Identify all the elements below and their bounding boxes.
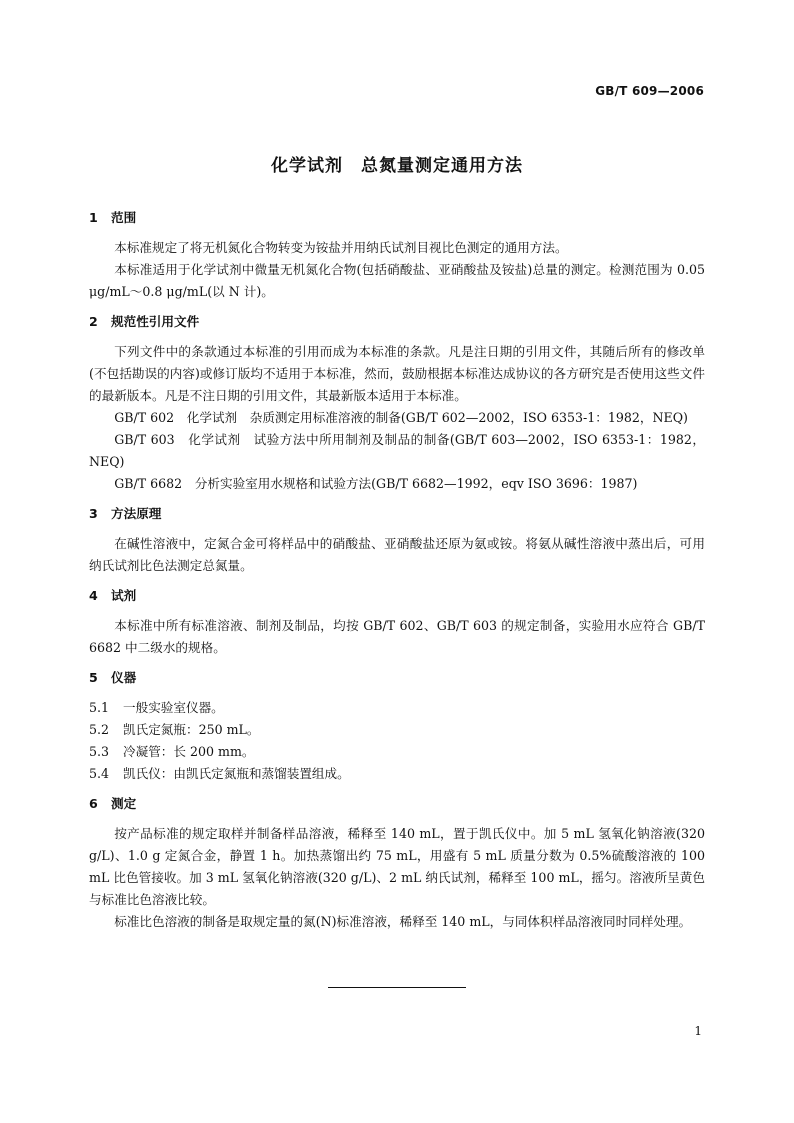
end-rule [328,987,466,988]
section-heading-reagents: 4 试剂 [89,588,137,603]
section-heading-apparatus: 5 仪器 [89,670,137,685]
paragraph: 本标准中所有标准溶液、制剂及制品，均按 GB/T 602、GB/T 603 的规定制备，实验用水应符合 GB/T 6682 中二级水的规格。 [89,618,705,655]
apparatus-item: 5.4 凯氏仪：由凯氏定氮瓶和蒸馏装置组成。 [89,766,350,781]
section-heading-principle: 3 方法原理 [89,506,162,521]
paragraph: 下列文件中的条款通过本标准的引用而成为本标准的条款。凡是注日期的引用文件，其随后所有的修改单(不包括勘误的内容)或修订版均不适用于本标准，然而，鼓励根据本标准达成协议的各方研究是否使用这些文件的最新版本。凡是不注日期的引用文件，其最新版本适用于本标准。 [89,344,705,403]
apparatus-item: 5.2 凯氏定氮瓶：250 mL。 [89,722,260,737]
section-heading-normative-references: 2 规范性引用文件 [89,314,200,329]
apparatus-item: 5.3 冷凝管：长 200 mm。 [89,744,255,759]
document-title: 化学试剂 总氮量测定通用方法 [271,156,523,176]
section-heading-determination: 6 测定 [89,796,137,811]
apparatus-item: 5.1 一般实验室仪器。 [89,700,224,715]
reference-item: GB/T 603 化学试剂 试验方法中所用制剂及制品的制备(GB/T 603—2002，ISO 6353-1：1982，NEQ) [89,432,705,469]
section-heading-scope: 1 范围 [89,210,137,225]
document-body [89,207,705,933]
standard-number: GB/T 609—2006 [595,84,704,98]
paragraph: 在碱性溶液中，定氮合金可将样品中的硝酸盐、亚硝酸盐还原为氨或铵。将氨从碱性溶液中蒸出后，可用纳氏试剂比色法测定总氮量。 [89,536,705,573]
page-number: 1 [694,1024,702,1038]
paragraph: 本标准规定了将无机氮化合物转变为铵盐并用纳氏试剂目视比色测定的通用方法。 [114,240,568,255]
paragraph: 本标准适用于化学试剂中微量无机氮化合物(包括硝酸盐、亚硝酸盐及铵盐)总量的测定。检测范围为 0.05 μg/mL～0.8 μg/mL(以 N 计)。 [89,262,705,299]
reference-item: GB/T 6682 分析实验室用水规格和试验方法(GB/T 6682—1992，eqv ISO 3696：1987) [114,476,638,491]
reference-item: GB/T 602 化学试剂 杂质测定用标准溶液的制备(GB/T 602—2002，ISO 6353-1：1982，NEQ) [114,410,688,425]
paragraph: 标准比色溶液的制备是取规定量的氮(N)标准溶液，稀释至 140 mL，与同体积样品溶液同时同样处理。 [114,914,692,929]
paragraph: 按产品标准的规定取样并制备样品溶液，稀释至 140 mL，置于凯氏仪中。加 5 mL 氢氧化钠溶液(320 g/L)、1.0 g 定氮合金，静置 1 h。加热蒸馏出约 75 mL，用盛有 5 mL 质量分数为 0.5%硫酸溶液的 100 mL 比色管接收。加 3 mL 氢氧化钠溶液(320 g/L)、2 mL 纳氏试剂，稀释至 100 mL，摇匀。溶液所呈黄色与标准比色溶液比较。 [89,826,705,907]
